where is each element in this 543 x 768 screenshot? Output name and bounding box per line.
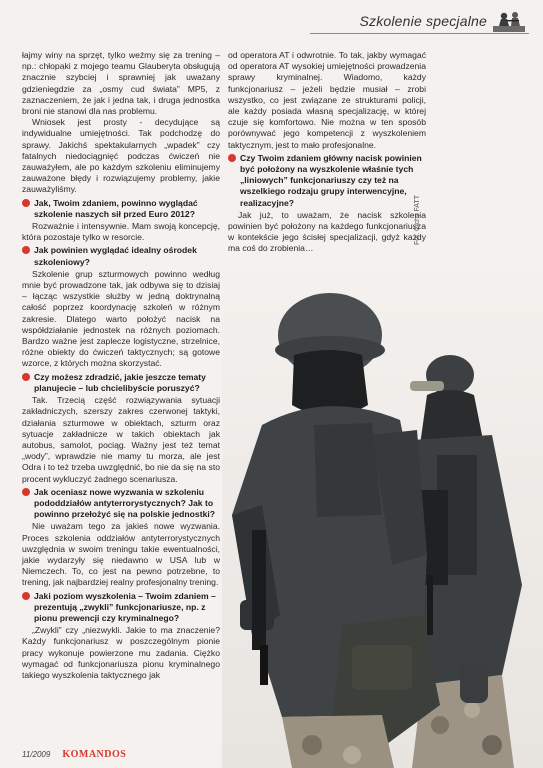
photo-credit: Fot. Cichy FATT [414,195,421,246]
magazine-brand: KOMANDOS [62,749,127,760]
answer-paragraph: Tak. Trzecią część rozwiązywania sytuacji zakładniczych, szerszy zakres czerwonej taktyki, działania szturmowe w obiektach, szturm oraz sytuacje zakładnicze w takich obiektach jak autobus, samolot, pociąg. Ważny jest też temat „wody”, wprawdzie nie mamy tu morza, ale jest Odra i to też trzeba uwzględnić, bo nie da się na sto procent wykluczyć żadnego scenariusza. [22,395,220,484]
answer-paragraph: Szkolenie grup szturmowych powinno według mnie być prowadzone tak, jak odbywa się to dzisiaj – łącząc wszystkie służby w jedną doktrynalną całość poprzez koordynację szkoleń w różnym zakresie. Dlatego warto położyć nacisk na współdziałanie jednostek na różnych poziomach. Bardzo ważne jest zaplecze logistyczne, strzelnice, różne obiekty do ćwiczeń taktycznych; są gotowe wzorce, z których można skorzystać. [22,268,220,369]
interview-question: Czy możesz zdradzić, jakie jeszcze tematy planujecie – lub chcielibyście poruszyć? [22,372,220,394]
right-text-column [228,50,426,281]
bullet-dot-icon [22,246,30,254]
bullet-dot-icon [22,199,30,207]
answer-paragraph: Rozważnie i intensywnie. Mam swoją koncepcję, która pozostaje tylko w resorcie. [22,221,220,243]
paragraph: łajmy winy na sprzęt, tylko weźmy się za trening – np.: chłopaki z mojego teamu Glauberyta obsługują znacznie szybciej i sprawniej jak uważany gdzieniegdzie za „osmy cud świata” MP5, z zaznaczeniem, że jak i jedna tak, i druga jednostka broni nie stanowi dla nas problemu. [22,50,220,117]
page-footer [22,749,126,760]
bullet-dot-icon [22,373,30,381]
bullet-dot-icon [22,488,30,496]
issue-number: 11/2009 [22,750,51,759]
answer-paragraph: „Zwykli” czy „niezwykli. Jakie to ma znaczenie? Każdy funkcjonariusz w poszczególnym pionie pracy wykonuje powierzone mu zadania. Ciężko wymagać od funkcjonariusza pionu kryminalnego takiego wyszkolenia taktycznego jak [22,625,220,680]
answer-paragraph: Nie uważam tego za jakieś nowe wyzwania. Proces szkolenia oddziałów antyterrorystycznych uwzględnia w swoim treningu takie ewentualności, jakie wydarzyły się niedawno w USA lub w Niemczech. To, co jest na pewno potrzebne, to trening, jak najbardziej realny profesjonalny trening. [22,521,220,588]
paragraph: od operatora AT i odwrotnie. To tak, jakby wymagać od operatora AT wysokiej umiejętności prowadzenia sprawy kryminalnej. Wiadomo, każdy funkcjonariusz – jeżeli będzie musiał – zrobi wszystko, co jest związane ze strukturami policji, ale każdy posiada własną specjalizację, w której czuje się komfortowo. Nie można w ten sposób porównywać jego kompetencji z wyszkoleniem taktycznym, jest to mało profesjonalne. [228,50,426,150]
soldiers-photo [222,255,543,768]
interview-question: Jak, Twoim zdaniem, powinno wyglądać szkolenie naszych sił przed Euro 2012? [22,198,220,220]
left-text-column [22,50,220,681]
soldiers-logo-icon [493,10,525,32]
bullet-dot-icon [228,154,236,162]
section-header [359,10,525,32]
section-title: Szkolenie specjalne [359,13,487,29]
interview-question: Jak powinien wyglądać idealny ośrodek szkoleniowy? [22,245,220,267]
answer-paragraph: Jak już, to uważam, że nacisk szkolenia powinien być położony na każdego funkcjonariusza w kontekście jego ścisłej specjalizacji, gdyż każdy ma coś do zrobienia… [228,209,426,254]
interview-question: Jak oceniasz nowe wyzwania w szkoleniu pododdziałów antyterrorystycznych? Jak to powinno przełożyć się na polskie jednostki? [22,487,220,521]
interview-question: Czy Twoim zdaniem główny nacisk powinien być położony na wyszkolenie właśnie tych „liniowych” funkcjonariuszy czy też na wszelkiego rodzaju grupy interwencyjne, realizacyjne? [228,153,426,209]
bullet-dot-icon [22,592,30,600]
interview-question: Jaki poziom wyszkolenia – Twoim zdaniem – prezentują „zwykli” funkcjonariusze, np. z pionu prewencji czy kryminalnego? [22,591,220,625]
header-divider [310,33,529,34]
paragraph: Wniosek jest prosty - decydujące są indywidualne umiejętności. Tak podchodzę do sprawy. Jakichś spektakularnych „wpadek” czy fatalnych niedociągnięć podczas ćwiczeń nie zauważyłem, ale po każdym szkoleniu eliminujemy zauważone błędy i rozwiązujemy problemy, jakie zauważyliśmy. [22,117,220,195]
